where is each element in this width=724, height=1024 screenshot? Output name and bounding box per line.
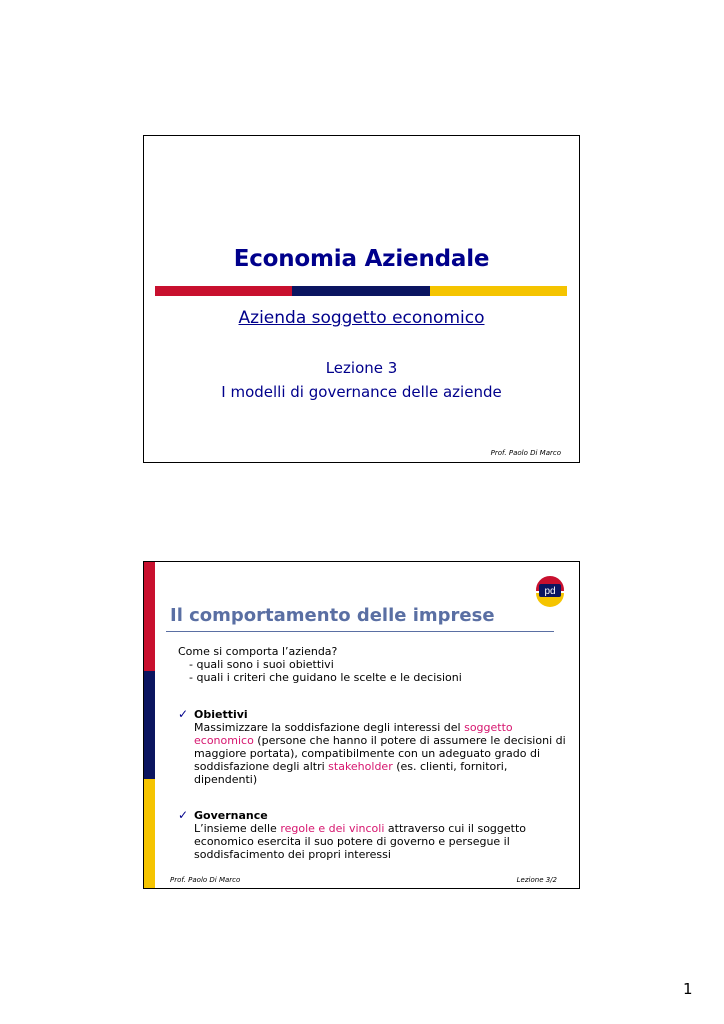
governance-item (178, 809, 568, 861)
obiettivi-text (194, 721, 568, 786)
checkmark-icon: ✓ (178, 707, 189, 721)
slide2-footer-lesson: Lezione 3/2 (516, 876, 557, 884)
slide-title (143, 135, 580, 463)
obiettivi-text-part: (es. clienti, fornitori, dipendenti) (194, 760, 508, 786)
intro-question: Come si comporta l’azienda? (178, 645, 338, 658)
page-number: 1 (683, 980, 693, 998)
tricolor-sidebar (144, 562, 155, 888)
intro-block (178, 645, 462, 684)
obiettivi-highlight: soggetto economico (194, 721, 513, 747)
tricolor-navy (292, 286, 429, 296)
obiettivi-text-part: Massimizzare la soddisfazione degli interessi del (194, 721, 465, 734)
governance-text-part: L’insieme delle (194, 822, 281, 835)
obiettivi-text-part: (persone che hanno il potere di assumere le decisioni di maggiore portata), compatibilmente con un adeguato grado di soddisfazione degli altri (194, 734, 566, 773)
tricolor-yellow (430, 286, 567, 296)
governance-text-part: attraverso cui il soggetto economico esercita il suo potere di governo e persegue il soddisfacimento dei propri interessi (194, 822, 527, 861)
tricolor-bar (155, 286, 567, 296)
slide2-heading: Il comportamento delle imprese (170, 605, 495, 626)
intro-bullet: - quali i criteri che guidano le scelte e le decisioni (189, 671, 462, 684)
governance-heading: Governance (194, 809, 268, 822)
pd-logo-icon (534, 574, 566, 608)
sidebar-navy (144, 671, 155, 780)
sidebar-yellow (144, 779, 155, 888)
slide-subtitle: Azienda soggetto economico (238, 308, 485, 328)
intro-bullet: - quali sono i suoi obiettivi (189, 658, 334, 671)
governance-highlight: regole e dei vincoli (280, 822, 385, 835)
sidebar-red (144, 562, 155, 671)
obiettivi-heading: Obiettivi (194, 708, 248, 721)
obiettivi-highlight: stakeholder (328, 760, 393, 773)
tricolor-red (155, 286, 292, 296)
slide-title-heading: Economia Aziendale (233, 246, 490, 272)
checkmark-icon: ✓ (178, 808, 189, 822)
heading-rule (166, 631, 554, 632)
slide2-footer-author: Prof. Paolo Di Marco (170, 876, 241, 884)
governance-text (194, 822, 568, 861)
lesson-label: Lezione 3 (325, 359, 398, 377)
obiettivi-item (178, 708, 568, 786)
slide-content (143, 561, 580, 889)
lesson-topic: I modelli di governance delle aziende (221, 383, 502, 401)
slide-footer-author: Prof. Paolo Di Marco (490, 449, 561, 457)
logo-text: pd (544, 586, 556, 597)
